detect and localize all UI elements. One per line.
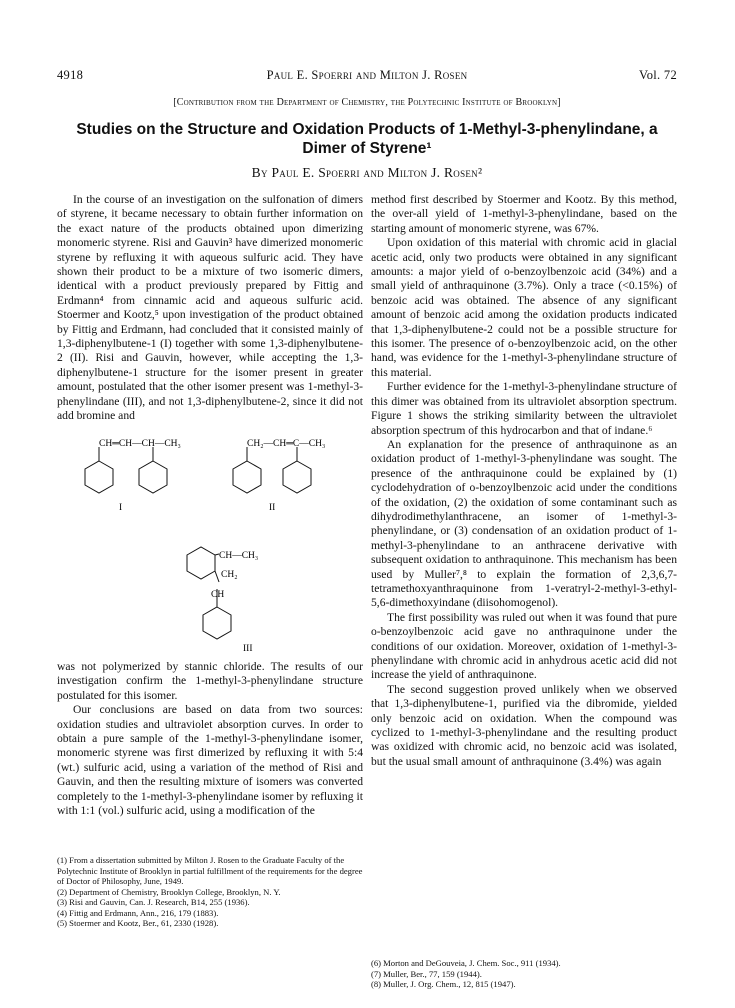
- label-i: I: [119, 503, 123, 513]
- left-column-top: [57, 193, 363, 424]
- formula-iii-ch2: CH₂: [221, 570, 238, 580]
- benzene-ring-ii-2: [283, 461, 311, 493]
- paragraph: Further evidence for the 1-methyl-3-phenylindane structure of this dimer was obtained from its ultraviolet absorption spectrum. Figure 1 shows the striking similarity between the ultraviolet absorption spectrum of this hydrocarbon and that of indane.⁶: [371, 380, 677, 437]
- formula-ii: CH₂—CH═C—CH₃: [247, 439, 326, 449]
- volume-number: Vol. 72: [639, 68, 677, 82]
- indane-benzene-ring: [187, 547, 215, 579]
- formula-i: CH═CH—CH—CH₃: [99, 439, 181, 449]
- paragraph: Upon oxidation of this material with chromic acid in glacial acetic acid, only two products were obtained in any significant amounts: a major yield of o-benzoylbenzoic acid (34%) and a small yield of anthraquinone (3.7%). Only a trace (<0.15%) of benzoic acid was obtained. The absence of any significant amount of benzoic acid among the oxidation products indicated that 1,3-diphenylbutene-2 could not be a possible structure for this isomer. The presence of o-benzoylbenzoic acid, on the other hand, was evidence for the 1-methyl-3-phenylindane structure of this material.: [371, 236, 677, 379]
- paragraph: Our conclusions are based on data from two sources: oxidation studies and ultraviolet absorption curves. In order to obtain a pure sample of the 1-methyl-3-phenylindane isomer, monomeric styrene was first dimerized by refluxing it with 5:4 (wt.) sulfuric acid, using a variation of the method of Risi and Gauvin, and then the resulting mixture of isomers was converted completely to the 1-methyl-3-phenylindane isomer by refluxing it with 1:1 (vol.) sulfuric acid, using a modification of the: [57, 703, 363, 818]
- footnote: (2) Department of Chemistry, Brooklyn College, Brooklyn, N. Y.: [57, 886, 281, 897]
- label-ii: II: [269, 503, 276, 513]
- formula-iii-ch-ch3: CH—CH₃: [219, 551, 259, 561]
- chemical-structures-figure: [57, 437, 363, 659]
- byline: By Paul E. Spoerri and Milton J. Rosen²: [251, 165, 483, 180]
- benzene-ring-i-2: [139, 461, 167, 493]
- contribution-line: [Contribution from the Department of Chemistry, the Polytechnic Institute of Brooklyn]: [173, 97, 561, 108]
- label-iii: III: [243, 644, 253, 654]
- footnotes-right: [371, 958, 677, 990]
- footnote: (7) Muller, Ber., 77, 159 (1944).: [371, 968, 482, 979]
- benzene-ring-i-1: [85, 461, 113, 493]
- footnote: (5) Stoermer and Kootz, Ber., 61, 2330 (1928).: [57, 918, 219, 928]
- paragraph: An explanation for the presence of anthraquinone as an oxidation product of 1-methyl-3-phenylindane was sought. The presence of the anthraquinone could be explained by (1) cyclodehydration of o-benzoylbenzoic acid under the conditions of the oxidation, (2) the oxidation of some contaminant such as dihydrodimethylanthracene, an isomer of 1-methyl-3-phenylindane, or (3) condensation of an oxidation product of 1-methyl-3-phenylindane to an anthracene derivative with subsequent oxidation to anthraquinone. This mechanism has been used by Muller⁷,⁸ to explain the formation of 2,3,6,7-tetramethoxyanthraquinone from 1-veratryl-2-methyl-3-ethyl-5,6-dimethoxyindane (diisohomogenol).: [371, 437, 677, 610]
- footnotes-left: [57, 855, 363, 929]
- paragraph: In the course of an investigation on the sulfonation of dimers of styrene, it became necessary to obtain further information on the exact nature of the products obtained upon dimerizing monomeric styrene. Risi and Gauvin³ have dimerized monomeric styrene by refluxing it with aqueous sulfuric acid. They have shown their product to be a mixture of two isomeric dimers, identical with a product previously prepared by Fittig and Erdmann⁴ from cinnamic acid and aqueous sulfuric acid. Stoermer and Kootz,⁵ upon investigation of the product obtained by Fittig and Erdmann, had concluded that it consisted mainly of 1,3-diphenylbutene-1 (I) together with some 1,3-diphenylbutene-2 (II). Risi and Gauvin, however, while accepting the 1,3-diphenylbutene-1 structure for the isomer present in greater amount, postulated that the other isomer present was 1-methyl-3-phenylindane (III), and not 1,3-diphenylbutene-2, since it did not add bromine and: [57, 193, 363, 423]
- footnote: (4) Fittig and Erdmann, Ann., 216, 179 (1883).: [57, 907, 219, 918]
- footnote: (1) From a dissertation submitted by Milton J. Rosen to the Graduate Faculty of the Polytechnic Institute of Brooklyn in partial fulfillment of the requirements for the degree of Doctor of Philosophy, June, 1949.: [57, 855, 363, 886]
- article-title: [57, 120, 677, 158]
- paragraph: The second suggestion proved unlikely when we observed that 1,3-diphenylbutene-1, purified via the dibromide, yielded only benzoic acid on oxidation. When the compound was cyclized to 1-methyl-3-phenylindane and the resulting product was oxidized with chromic acid, no benzoic acid was isolated, but the usual small amount of anthraquinone (3.4%) was again: [371, 682, 677, 768]
- formula-iii-ch: CH: [211, 590, 225, 600]
- page-number: 4918: [57, 68, 84, 82]
- footnote: (8) Muller, J. Org. Chem., 12, 815 (1947).: [371, 979, 516, 989]
- benzene-ring-ii-1: [233, 461, 261, 493]
- running-authors: Paul E. Spoerri and Milton J. Rosen: [266, 68, 468, 82]
- footnote: (3) Risi and Gauvin, Can. J. Research, B14, 255 (1936).: [57, 897, 250, 907]
- right-column: [371, 193, 677, 769]
- title-line-2: Dimer of Styrene¹: [302, 140, 432, 157]
- footnote: (6) Morton and DeGouveia, J. Chem. Soc., 911 (1934).: [371, 958, 561, 968]
- left-column-bottom: [57, 660, 363, 818]
- paragraph: method first described by Stoermer and Kootz. By this method, the over-all yield of 1-methyl-3-phenylindane, based on the starting amount of monomeric styrene, was 67%.: [371, 193, 677, 235]
- bond-line: [215, 571, 219, 582]
- paragraph: The first possibility was ruled out when it was found that pure o-benzoylbenzoic acid gave no anthraquinone under the conditions of our oxidation. Moreover, oxidation of 1-methyl-3-phenylindane with chromic acid in anhydrous acetic acid did not increase the yield of anthraquinone.: [371, 610, 677, 682]
- benzene-ring-iii: [203, 607, 231, 639]
- title-line-1: Studies on the Structure and Oxidation Products of 1-Methyl-3-phenylindane, a: [76, 121, 658, 138]
- paragraph: was not polymerized by stannic chloride. The results of our investigation confirm the 1-methyl-3-phenylindane structure postulated for this isomer.: [57, 660, 363, 702]
